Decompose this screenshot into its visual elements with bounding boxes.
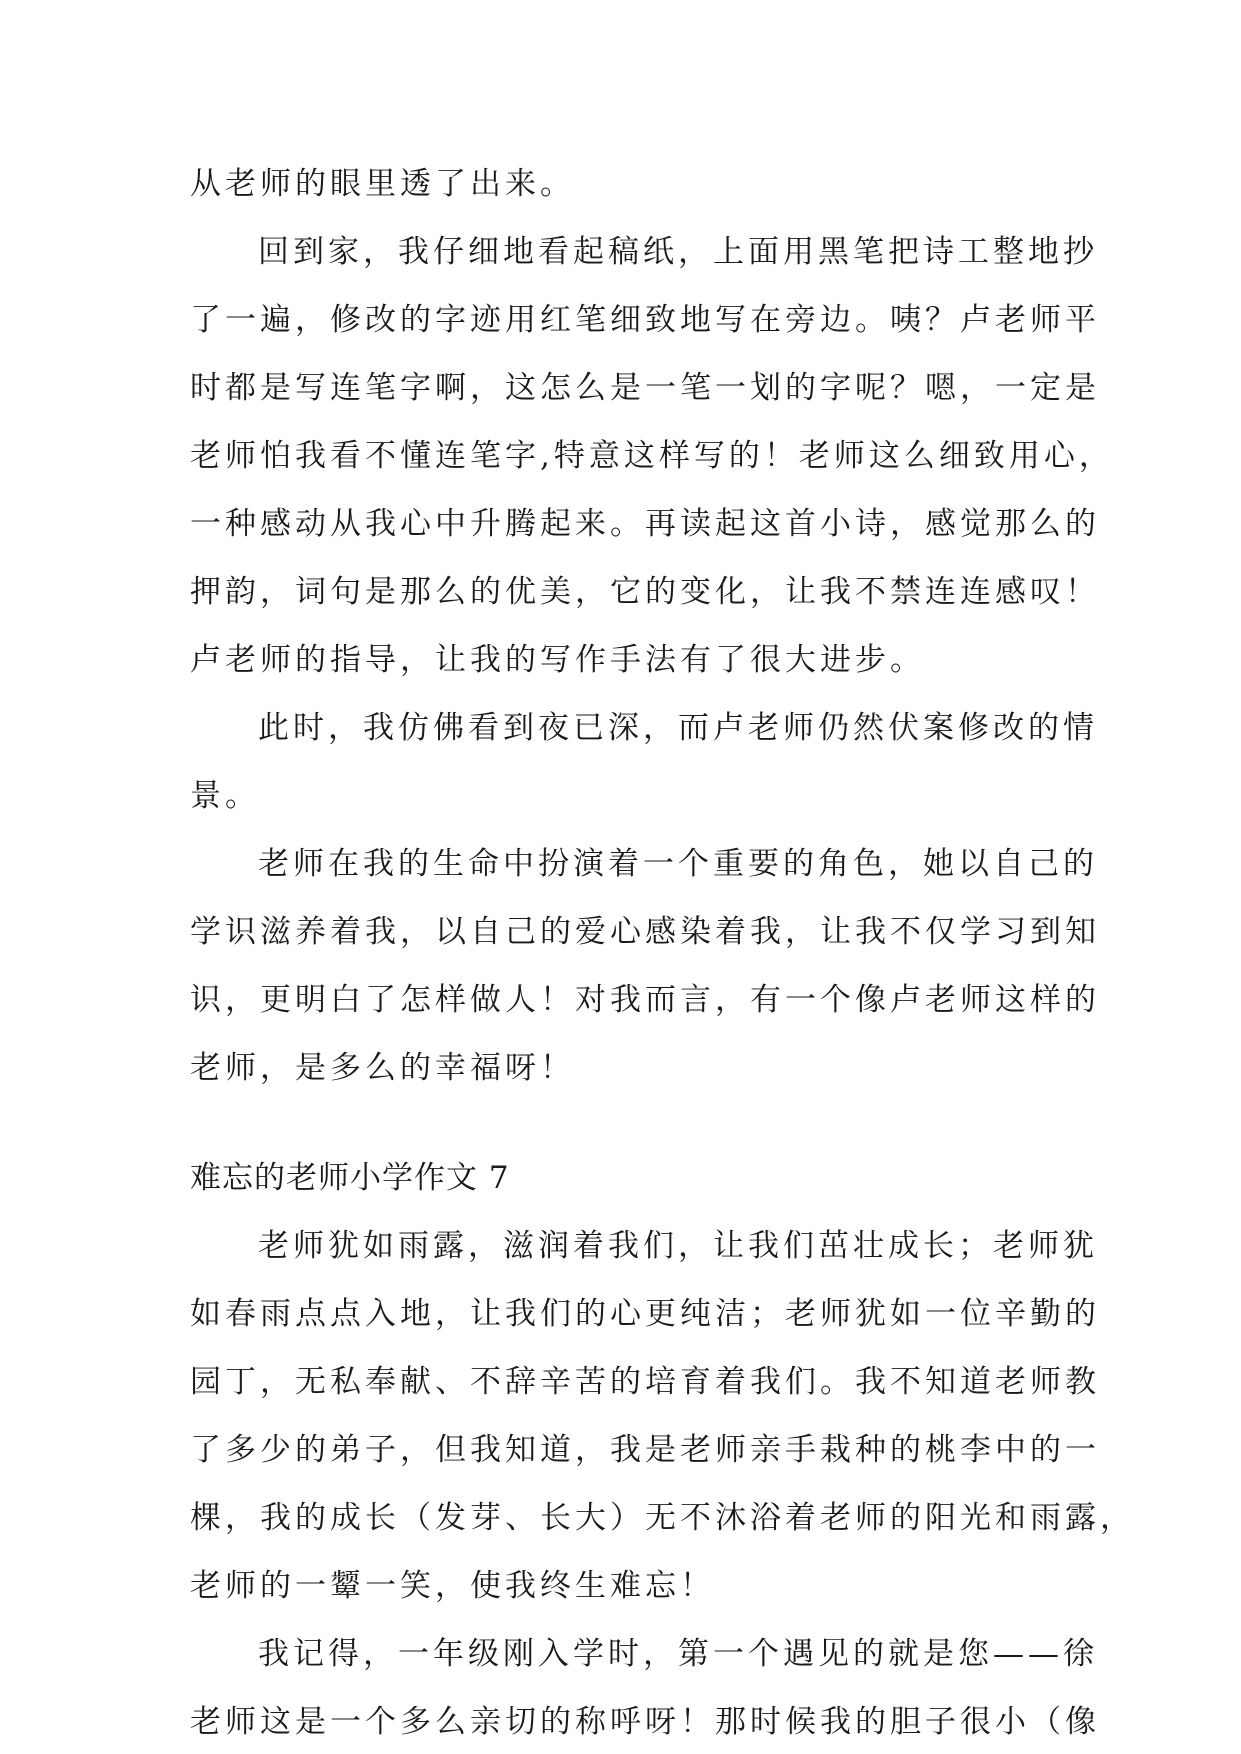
text-line: 老师这是一个多么亲切的称呼呀！那时候我的胆子很小（像 <box>190 1704 1100 1740</box>
text-line: 一种感动从我心中升腾起来。再读起这首小诗，感觉那么的 <box>190 506 1100 542</box>
paragraph-start-line: 老师在我的生命中扮演着一个重要的角色，她以自己的 <box>258 846 1098 882</box>
section-heading: 难忘的老师小学作文 7 <box>190 1160 510 1196</box>
paragraph-start-line: 回到家，我仔细地看起稿纸，上面用黑笔把诗工整地抄 <box>258 234 1098 270</box>
text-line: 了一遍，修改的字迹用红笔细致地写在旁边。咦？卢老师平 <box>190 302 1100 338</box>
text-line: 卢老师的指导，让我的写作手法有了很大进步。 <box>190 642 925 678</box>
text-line: 景。 <box>190 778 260 814</box>
text-line: 学识滋养着我，以自己的爱心感染着我，让我不仅学习到知 <box>190 914 1100 950</box>
text-line: 如春雨点点入地，让我们的心更纯洁；老师犹如一位辛勤的 <box>190 1296 1100 1332</box>
text-line: 从老师的眼里透了出来。 <box>190 166 575 202</box>
text-line: 园丁，无私奉献、不辞辛苦的培育着我们。我不知道老师教 <box>190 1364 1100 1400</box>
text-line: 时都是写连笔字啊，这怎么是一笔一划的字呢？嗯，一定是 <box>190 370 1100 406</box>
text-line: 棵，我的成长（发芽、长大）无不沐浴着老师的阳光和雨露， <box>190 1500 1135 1536</box>
text-line: 老师的一颦一笑，使我终生难忘！ <box>190 1568 715 1604</box>
text-line: 押韵，词句是那么的优美，它的变化，让我不禁连连感叹！ <box>190 574 1100 610</box>
paragraph-start-line: 此时，我仿佛看到夜已深，而卢老师仍然伏案修改的情 <box>258 710 1098 746</box>
text-line: 老师，是多么的幸福呀！ <box>190 1050 575 1086</box>
paragraph-start-line: 老师犹如雨露，滋润着我们，让我们茁壮成长；老师犹 <box>258 1228 1098 1264</box>
text-line: 老师怕我看不懂连笔字,特意这样写的！老师这么细致用心， <box>190 438 1114 474</box>
text-line: 识，更明白了怎样做人！对我而言，有一个像卢老师这样的 <box>190 982 1100 1018</box>
paragraph-start-line: 我记得，一年级刚入学时，第一个遇见的就是您——徐 <box>258 1636 1098 1672</box>
text-line: 了多少的弟子，但我知道，我是老师亲手栽种的桃李中的一 <box>190 1432 1100 1468</box>
